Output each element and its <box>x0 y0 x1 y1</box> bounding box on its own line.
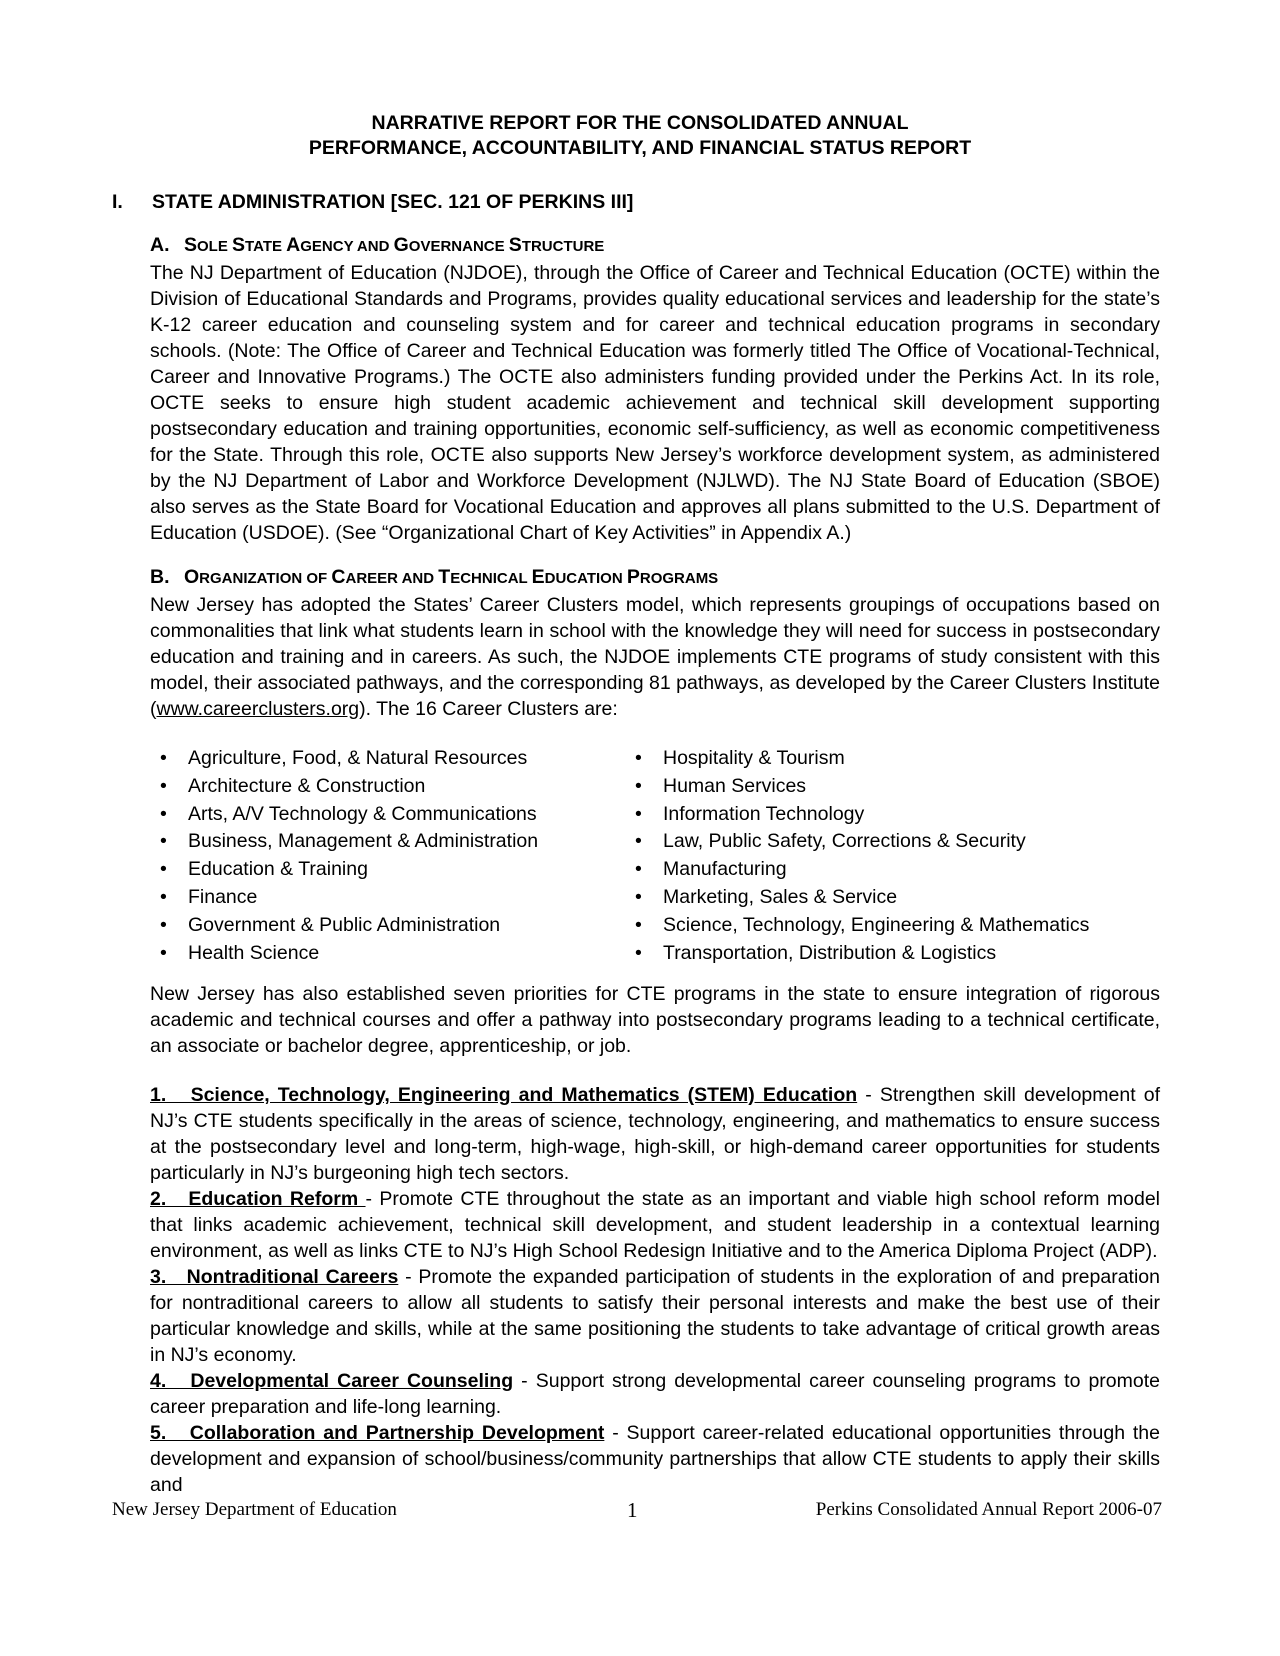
list-item: • Transportation, Distribution & Logistics <box>625 940 1100 968</box>
priority-item <box>150 1264 1160 1368</box>
priorities-intro-block <box>150 981 1160 1059</box>
list-item: • Marketing, Sales & Service <box>625 884 1100 912</box>
heading-cap: O <box>184 566 200 588</box>
subsection-b-heading <box>150 564 1160 592</box>
priority-text: - Support career-related educational opportunities through the development and expansion of school/business/community partnerships that allow CTE students to apply their skills and <box>150 1422 1160 1496</box>
heading-cap: S <box>232 234 246 256</box>
list-item: • Architecture & Construction <box>150 773 625 801</box>
footer-report-name: Perkins Consolidated Annual Report 2006-07 <box>815 1499 1162 1520</box>
footer-organization: New Jersey Department of Education <box>112 1499 397 1520</box>
heading-cap: G <box>393 234 409 256</box>
priority-title: 5. Collaboration and Partnership Development <box>150 1422 605 1444</box>
heading-smallcaps: RGANIZATION OF <box>199 570 332 587</box>
careerclusters-link[interactable]: www.careerclusters.org <box>156 698 360 720</box>
list-item: • Law, Public Safety, Corrections & Security <box>625 828 1100 856</box>
intro-text: New Jersey has adopted the States’ Career Clusters model, which represents groupings of occupations based on commonalities that link what students learn in school with the knowledge they will need for success in postsecondary education and training and in careers. As such, the NJDOE implements CTE programs of study consistent with this model, their associated pathways, and the corresponding 81 pathways, as developed by the Career Clusters Institute ( <box>150 594 1160 720</box>
heading-smallcaps: OLE <box>197 238 233 255</box>
heading-smallcaps: TATE <box>245 238 287 255</box>
section-heading <box>112 190 633 215</box>
heading-cap: S <box>184 234 198 256</box>
heading-smallcaps: AREER AND <box>345 570 439 587</box>
priority-title: 1. Science, Technology, Engineering and Mathematics (STEM) Education <box>150 1084 858 1106</box>
priorities-list <box>150 1082 1160 1498</box>
heading-cap: C <box>331 566 346 588</box>
section-number: I. <box>112 191 123 213</box>
heading-cap: T <box>438 566 451 588</box>
priority-title: 4. Developmental Career Counseling <box>150 1370 514 1392</box>
page-number: 1 <box>627 1498 638 1522</box>
list-item: • Human Services <box>625 773 1100 801</box>
list-item: • Science, Technology, Engineering & Mathematics <box>625 912 1100 940</box>
clusters-right-list <box>625 745 1100 967</box>
list-item: • Business, Management & Administration <box>150 828 625 856</box>
priorities-intro: New Jersey has also established seven priorities for CTE programs in the state to ensure integration of rigorous academic and technical courses and offer a pathway into postsecondary programs leading to a technical certificate, an associate or bachelor degree, apprenticeship, or job. <box>150 983 1160 1057</box>
list-item: • Health Science <box>150 940 625 968</box>
priority-title: 2. Education Reform <box>150 1188 366 1210</box>
subsection-a-paragraph: The NJ Department of Education (NJDOE), through the Office of Career and Technical Education (OCTE) within the Division of Educational Standards and Programs, provides quality educational services and leadership for the state’s K-12 career education and counseling system and for career and technical education programs in secondary schools. (Note: The Office of Career and Technical Education was formerly titled The Office of Vocational-Technical, Career and Innovative Programs.) The OCTE also administers funding provided under the Perkins Act. In its role, OCTE seeks to ensure high student academic achievement and technical skill development supporting postsecondary education and training opportunities, economic self-sufficiency, as well as economic competitiveness for the State. Through this role, OCTE also supports New Jersey’s workforce development system, as administered by the NJ Department of Labor and Workforce Development (NJLWD). The NJ State Board of Education (SBOE) also serves as the State Board for Vocational Education and approves all plans submitted to the U.S. Department of Education (USDOE). (See “Organizational Chart of Key Activities” in Appendix A.) <box>150 262 1160 544</box>
career-clusters <box>150 745 1160 967</box>
intro-text-end: ). The 16 Career Clusters are: <box>359 698 618 720</box>
heading-cap: P <box>626 566 640 588</box>
heading-cap: S <box>508 234 522 256</box>
list-item: • Hospitality & Tourism <box>625 745 1100 773</box>
heading-smallcaps: TRUCTURE <box>521 238 605 255</box>
report-title <box>0 111 1280 161</box>
list-item: • Manufacturing <box>625 856 1100 884</box>
page-footer <box>112 1497 1162 1523</box>
priority-item <box>150 1082 1160 1186</box>
heading-cap: E <box>531 566 545 588</box>
subsection-a <box>150 232 1160 546</box>
priority-item <box>150 1368 1160 1420</box>
subsection-b-letter: B. <box>150 566 170 588</box>
subsection-a-letter: A. <box>150 234 170 256</box>
list-item: • Government & Public Administration <box>150 912 625 940</box>
heading-smallcaps: DUCATION <box>544 570 627 587</box>
list-item: • Arts, A/V Technology & Communications <box>150 801 625 829</box>
heading-cap: A <box>286 234 301 256</box>
priority-title: 3. Nontraditional Careers <box>150 1266 399 1288</box>
section-title: STATE ADMINISTRATION [SEC. 121 OF PERKINS III] <box>152 191 634 213</box>
priority-text: - Promote CTE throughout the state as an important and viable high school reform model that links academic achievement, technical skill development, and student leadership in a contextual learning environment, as well as links CTE to NJ’s High School Redesign Initiative and to the America Diploma Project (ADP). <box>150 1188 1160 1262</box>
heading-smallcaps: GENCY AND <box>300 238 394 255</box>
priority-text: - Strengthen skill development of NJ’s CTE students specifically in the areas of science, technology, engineering, and mathematics to ensure success at the postsecondary level and long-term, high-wage, high-skill, or high-demand career opportunities for students particularly in NJ’s burgeoning high tech sectors. <box>150 1084 1160 1184</box>
list-item: • Education & Training <box>150 856 625 884</box>
list-item: • Information Technology <box>625 801 1100 829</box>
priority-text: - Support strong developmental career counseling programs to promote career preparation and life-long learning. <box>150 1370 1160 1418</box>
clusters-left-list <box>150 745 625 967</box>
heading-smallcaps: ECHNICAL <box>450 570 532 587</box>
priority-item <box>150 1420 1160 1498</box>
subsection-b <box>150 564 1160 722</box>
priority-text: - Promote the expanded participation of students in the exploration of and preparation for nontraditional careers to allow all students to satisfy their personal interests and make the best use of their particular knowledge and skills, while at the same positioning the students to take advantage of critical growth areas in NJ’s economy. <box>150 1266 1160 1366</box>
subsection-b-intro <box>150 592 1160 722</box>
subsection-a-heading <box>150 232 1160 260</box>
heading-smallcaps: OVERNANCE <box>408 238 509 255</box>
priority-item <box>150 1186 1160 1264</box>
report-title-line-1: NARRATIVE REPORT FOR THE CONSOLIDATED ANNUAL <box>371 112 909 134</box>
list-item: • Finance <box>150 884 625 912</box>
career-clusters-columns <box>150 745 1160 967</box>
heading-smallcaps: ROGRAMS <box>639 570 719 587</box>
report-title-line-2: PERFORMANCE, ACCOUNTABILITY, AND FINANCIAL STATUS REPORT <box>308 137 972 159</box>
list-item: • Agriculture, Food, & Natural Resources <box>150 745 625 773</box>
